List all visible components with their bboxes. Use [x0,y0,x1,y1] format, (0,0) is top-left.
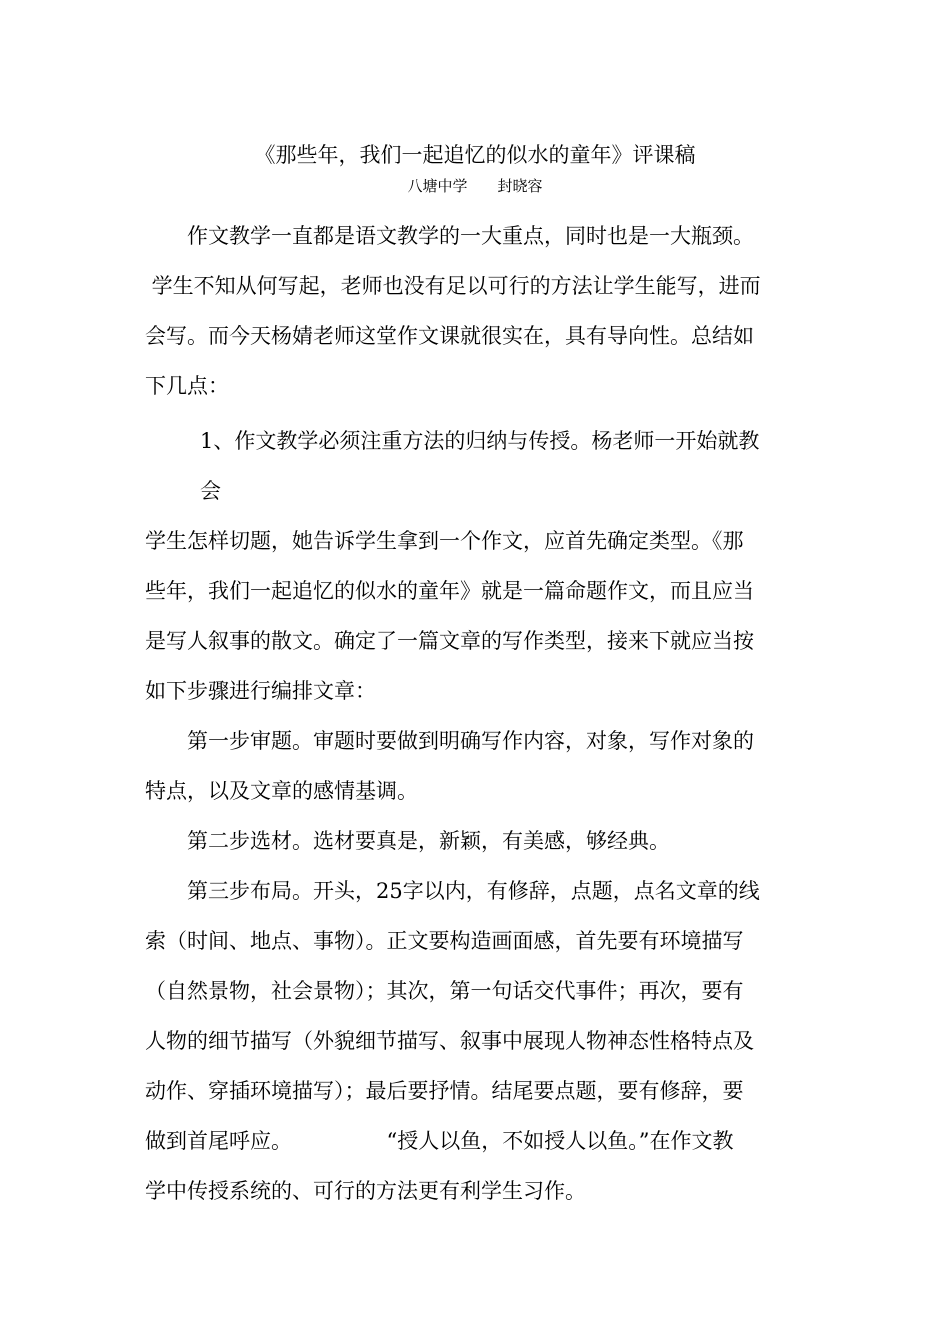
body-line: 第二步选材。选材要真是，新颖，有美感，够经典。 [187,829,670,853]
body-line: 些年，我们一起追忆的似水的童年》就是一篇命题作文，而且应当 [145,579,754,603]
body-line: 做到首尾呼应。 “授人以鱼，不如授人以鱼。”在作文教 [145,1129,734,1153]
body-line: 人物的细节描写（外貌细节描写、叙事中展现人物神态性格特点及 [145,1029,754,1053]
body-line: 学生怎样切题，她告诉学生拿到一个作文，应首先确定类型。《那 [145,529,744,553]
body-line: 下几点： [145,374,229,398]
body-line: （自然景物，社会景物）；其次，第一句话交代事件；再次，要有 [145,979,744,1003]
document-title: 《那些年，我们一起追忆的似水的童年》评课稿 [254,143,696,167]
body-line: 1、作文教学必须注重方法的归纳与传授。杨老师一开始就教 [200,429,760,453]
body-line: 特点，以及文章的感情基调。 [145,779,418,803]
body-line: 学生不知从何写起，老师也没有足以可行的方法让学生能写，进而 [145,274,761,298]
body-line: 是写人叙事的散文。确定了一篇文章的写作类型，接来下就应当按 [145,629,754,653]
document-subtitle: 八塘中学 封晓容 [407,177,543,195]
body-line: 会 [200,479,221,503]
body-line: 动作、穿插环境描写）；最后要抒情。结尾要点题，要有修辞，要 [145,1079,744,1103]
body-line: 第一步审题。审题时要做到明确写作内容，对象，写作对象的 [187,729,754,753]
body-line: 第三步布局。开头，25字以内，有修辞，点题，点名文章的线 [187,879,760,903]
body-line: 会写。而今天杨婧老师这堂作文课就很实在，具有导向性。总结如 [145,324,754,348]
body-line: 如下步骤进行编排文章： [145,679,376,703]
body-line: 作文教学一直都是语文教学的一大重点，同时也是一大瓶颈。 [187,224,754,248]
body-line: 学中传授系统的、可行的方法更有利学生习作。 [145,1179,586,1203]
body-line: 索（时间、地点、事物）。正文要构造画面感，首先要有环境描写 [145,929,744,953]
